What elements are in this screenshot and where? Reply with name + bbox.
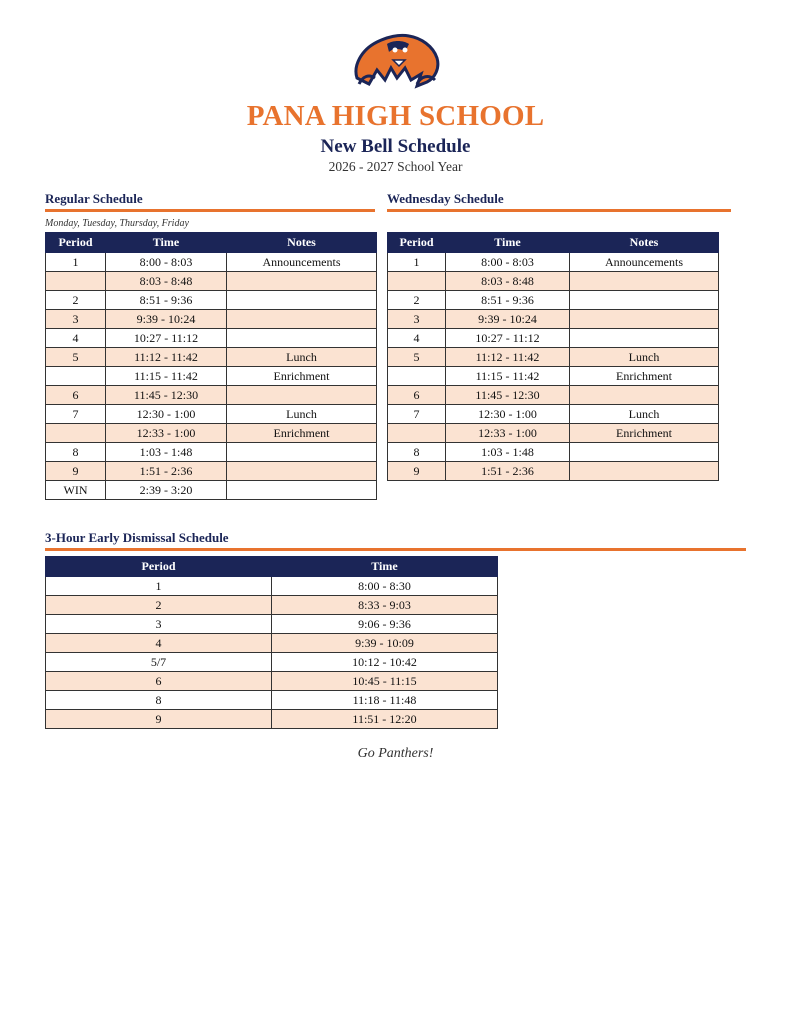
table-row	[46, 348, 377, 367]
table-row	[46, 443, 377, 462]
table-cell: Enrichment	[570, 367, 719, 386]
table-cell	[46, 367, 106, 386]
table-row	[46, 672, 498, 691]
table-cell: 11:18 - 11:48	[272, 691, 498, 710]
column-header: Notes	[570, 233, 719, 253]
table-cell: 1:03 - 1:48	[106, 443, 227, 462]
table-cell: 11:15 - 11:42	[106, 367, 227, 386]
table-cell: 1:51 - 2:36	[446, 462, 570, 481]
table-row	[46, 253, 377, 272]
table-cell: 12:30 - 1:00	[446, 405, 570, 424]
table-cell: 8:00 - 8:03	[106, 253, 227, 272]
table-cell: 9:39 - 10:09	[272, 634, 498, 653]
table-cell: 1:51 - 2:36	[106, 462, 227, 481]
table-cell: 11:12 - 11:42	[446, 348, 570, 367]
table-cell: 4	[46, 634, 272, 653]
table-cell	[570, 386, 719, 405]
table-cell: Lunch	[570, 405, 719, 424]
column-header: Time	[272, 557, 498, 577]
table-cell	[570, 443, 719, 462]
table-cell: 8:51 - 9:36	[106, 291, 227, 310]
table-header-row	[388, 233, 719, 253]
table-cell: 1	[46, 253, 106, 272]
column-header: Period	[388, 233, 446, 253]
regular-schedule-table	[45, 232, 377, 500]
table-cell	[46, 424, 106, 443]
table-row	[46, 291, 377, 310]
table-row	[46, 405, 377, 424]
table-row	[46, 653, 498, 672]
table-row	[388, 329, 719, 348]
table-row	[46, 710, 498, 729]
table-cell	[46, 272, 106, 291]
table-cell: 2	[46, 291, 106, 310]
table-cell: 5	[388, 348, 446, 367]
table-cell: 10:12 - 10:42	[272, 653, 498, 672]
table-cell	[570, 310, 719, 329]
page-title: New Bell Schedule	[320, 136, 471, 157]
table-cell: 2:39 - 3:20	[106, 481, 227, 500]
table-cell: Lunch	[570, 348, 719, 367]
table-cell	[570, 291, 719, 310]
table-cell: Enrichment	[570, 424, 719, 443]
table-row	[388, 367, 719, 386]
table-row	[46, 367, 377, 386]
regular-schedule-days: Monday, Tuesday, Thursday, Friday	[45, 218, 189, 229]
wednesday-schedule-heading: Wednesday Schedule	[387, 191, 504, 206]
table-cell	[227, 481, 377, 500]
table-cell	[227, 443, 377, 462]
table-cell: 3	[388, 310, 446, 329]
table-cell: Announcements	[570, 253, 719, 272]
table-row	[388, 310, 719, 329]
table-row	[46, 329, 377, 348]
regular-schedule-divider	[45, 209, 375, 212]
table-row	[46, 481, 377, 500]
table-cell: 8	[388, 443, 446, 462]
table-cell: 6	[46, 672, 272, 691]
table-cell: 8	[46, 691, 272, 710]
table-cell: 4	[388, 329, 446, 348]
table-cell: 3	[46, 615, 272, 634]
column-header: Period	[46, 233, 106, 253]
table-cell: 3	[46, 310, 106, 329]
table-cell: 9:39 - 10:24	[106, 310, 227, 329]
school-year: 2026 - 2027 School Year	[328, 159, 463, 174]
table-cell	[570, 462, 719, 481]
table-cell: Enrichment	[227, 424, 377, 443]
table-row	[46, 424, 377, 443]
table-cell: 11:45 - 12:30	[446, 386, 570, 405]
regular-schedule-heading: Regular Schedule	[45, 191, 143, 206]
table-cell: 7	[388, 405, 446, 424]
school-name: PANA HIGH SCHOOL	[246, 100, 545, 132]
table-row	[388, 291, 719, 310]
table-cell	[227, 310, 377, 329]
table-cell: 5	[46, 348, 106, 367]
table-cell: 8:03 - 8:48	[446, 272, 570, 291]
table-row	[46, 462, 377, 481]
table-cell: 8:00 - 8:03	[446, 253, 570, 272]
table-cell: 1:03 - 1:48	[446, 443, 570, 462]
table-cell: Lunch	[227, 405, 377, 424]
table-cell: 8:03 - 8:48	[106, 272, 227, 291]
table-cell: 1	[46, 577, 272, 596]
table-cell	[227, 272, 377, 291]
table-cell: 9	[388, 462, 446, 481]
column-header: Notes	[227, 233, 377, 253]
table-cell: 4	[46, 329, 106, 348]
table-row	[388, 272, 719, 291]
column-header: Time	[106, 233, 227, 253]
early-dismissal-divider	[45, 548, 746, 551]
table-cell	[227, 386, 377, 405]
table-cell: 7	[46, 405, 106, 424]
table-cell: 8:00 - 8:30	[272, 577, 498, 596]
table-cell: 10:27 - 11:12	[446, 329, 570, 348]
wednesday-schedule-table	[387, 232, 719, 481]
table-cell: 2	[46, 596, 272, 615]
footer-slogan: Go Panthers!	[357, 746, 434, 761]
table-cell: 9	[46, 710, 272, 729]
table-cell: 12:30 - 1:00	[106, 405, 227, 424]
table-row	[46, 577, 498, 596]
table-cell: 11:45 - 12:30	[106, 386, 227, 405]
table-header-row	[46, 557, 498, 577]
table-cell: 8:51 - 9:36	[446, 291, 570, 310]
table-cell	[227, 291, 377, 310]
table-cell: 1	[388, 253, 446, 272]
table-cell: 10:45 - 11:15	[272, 672, 498, 691]
table-row	[46, 615, 498, 634]
early-dismissal-heading: 3-Hour Early Dismissal Schedule	[45, 530, 229, 545]
table-row	[46, 386, 377, 405]
table-row	[388, 386, 719, 405]
table-header-row	[46, 233, 377, 253]
table-cell: Lunch	[227, 348, 377, 367]
table-row	[388, 405, 719, 424]
table-cell: Announcements	[227, 253, 377, 272]
table-cell	[227, 462, 377, 481]
panther-mascot-icon	[347, 28, 445, 92]
table-row	[46, 272, 377, 291]
column-header: Period	[46, 557, 272, 577]
table-cell	[570, 272, 719, 291]
table-row	[388, 253, 719, 272]
table-cell: 9:06 - 9:36	[272, 615, 498, 634]
table-cell: 6	[46, 386, 106, 405]
table-row	[388, 348, 719, 367]
wednesday-schedule-divider	[387, 209, 731, 212]
table-row	[46, 634, 498, 653]
table-cell: 9	[46, 462, 106, 481]
table-cell: 6	[388, 386, 446, 405]
table-cell: 5/7	[46, 653, 272, 672]
table-cell: 11:12 - 11:42	[106, 348, 227, 367]
table-row	[46, 596, 498, 615]
table-cell	[388, 367, 446, 386]
table-cell: 8:33 - 9:03	[272, 596, 498, 615]
table-cell: 12:33 - 1:00	[446, 424, 570, 443]
table-cell	[227, 329, 377, 348]
table-cell	[570, 329, 719, 348]
table-row	[388, 424, 719, 443]
table-cell: 11:15 - 11:42	[446, 367, 570, 386]
column-header: Time	[446, 233, 570, 253]
table-cell: 2	[388, 291, 446, 310]
table-cell: 8	[46, 443, 106, 462]
table-row	[46, 691, 498, 710]
table-cell: 9:39 - 10:24	[446, 310, 570, 329]
table-cell: WIN	[46, 481, 106, 500]
table-cell: 10:27 - 11:12	[106, 329, 227, 348]
table-cell: Enrichment	[227, 367, 377, 386]
table-cell	[388, 424, 446, 443]
early-dismissal-table	[45, 556, 498, 729]
table-cell	[388, 272, 446, 291]
table-cell: 11:51 - 12:20	[272, 710, 498, 729]
table-cell: 12:33 - 1:00	[106, 424, 227, 443]
table-row	[388, 462, 719, 481]
table-row	[388, 443, 719, 462]
table-row	[46, 310, 377, 329]
